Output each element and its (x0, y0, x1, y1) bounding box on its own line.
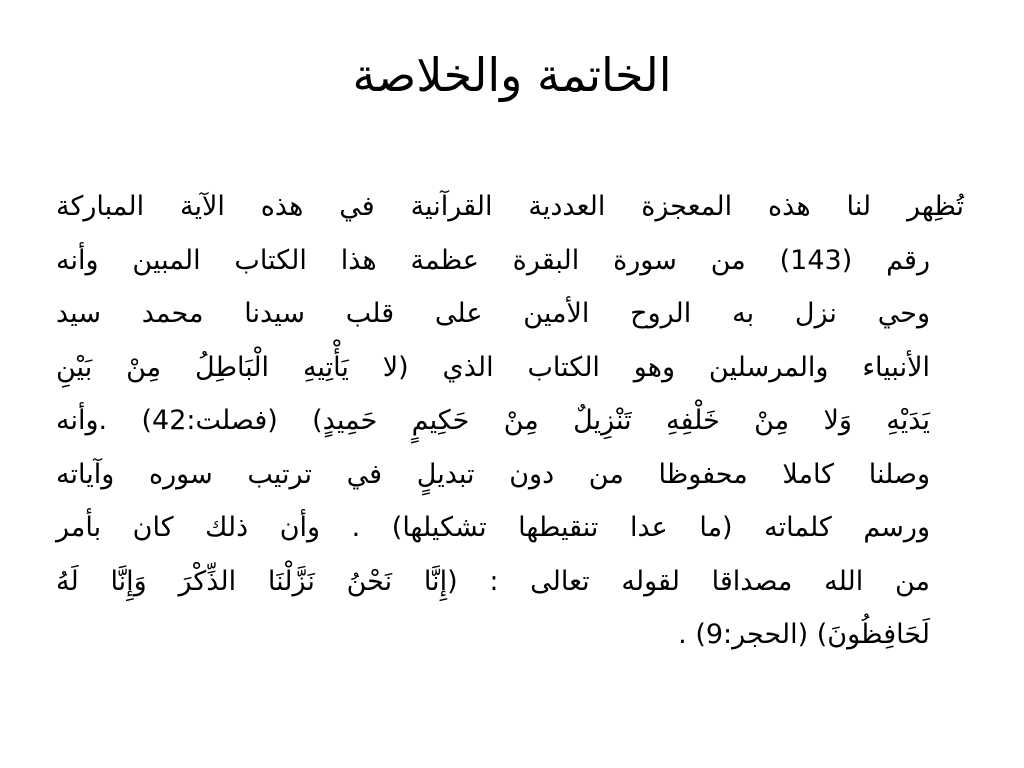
paragraph-line-6: وصلنا كاملا محفوظا من دون تبديلٍ في ترتيب سوره وآياته (56, 458, 930, 490)
paragraph-line-3: وحي نزل به الروح الأمين على قلب سيدنا محمد سيد (56, 298, 930, 329)
paragraph-line-4: الأنبياء والمرسلين وهو الكتاب الذي (لا يَأْتِيهِ الْبَاطِلُ مِنْ بَيْنِ (56, 351, 930, 383)
paragraph-line-2: رقم (143) من سورة البقرة عظمة هذا الكتاب المبين وأنه (56, 244, 930, 276)
paragraph-line-9: لَحَافِظُونَ) (الحجر:9) . (678, 619, 930, 650)
paragraph-line-5: يَدَيْهِ وَلا مِنْ خَلْفِهِ تَنْزِيلٌ مِنْ حَكِيمٍ حَمِيدٍ) (فصلت:42) .وأنه (56, 405, 930, 436)
paragraph-line-8: من الله مصداقا لقوله تعالى : (إِنَّا نَحْنُ نَزَّلْنَا الذِّكْرَ وَإِنَّا لَهُ (56, 565, 930, 597)
conclusion-paragraph (56, 180, 964, 662)
slide-title: الخاتمة والخلاصة (352, 48, 672, 102)
paragraph-line-7: ورسم كلماته (ما عدا تنقيطها تشكيلها) . وأن ذلك كان بأمر (56, 512, 930, 543)
paragraph-line-1: تُظِهر لنا هذه المعجزة العددية القرآنية في هذه الآية المباركة (56, 191, 964, 222)
